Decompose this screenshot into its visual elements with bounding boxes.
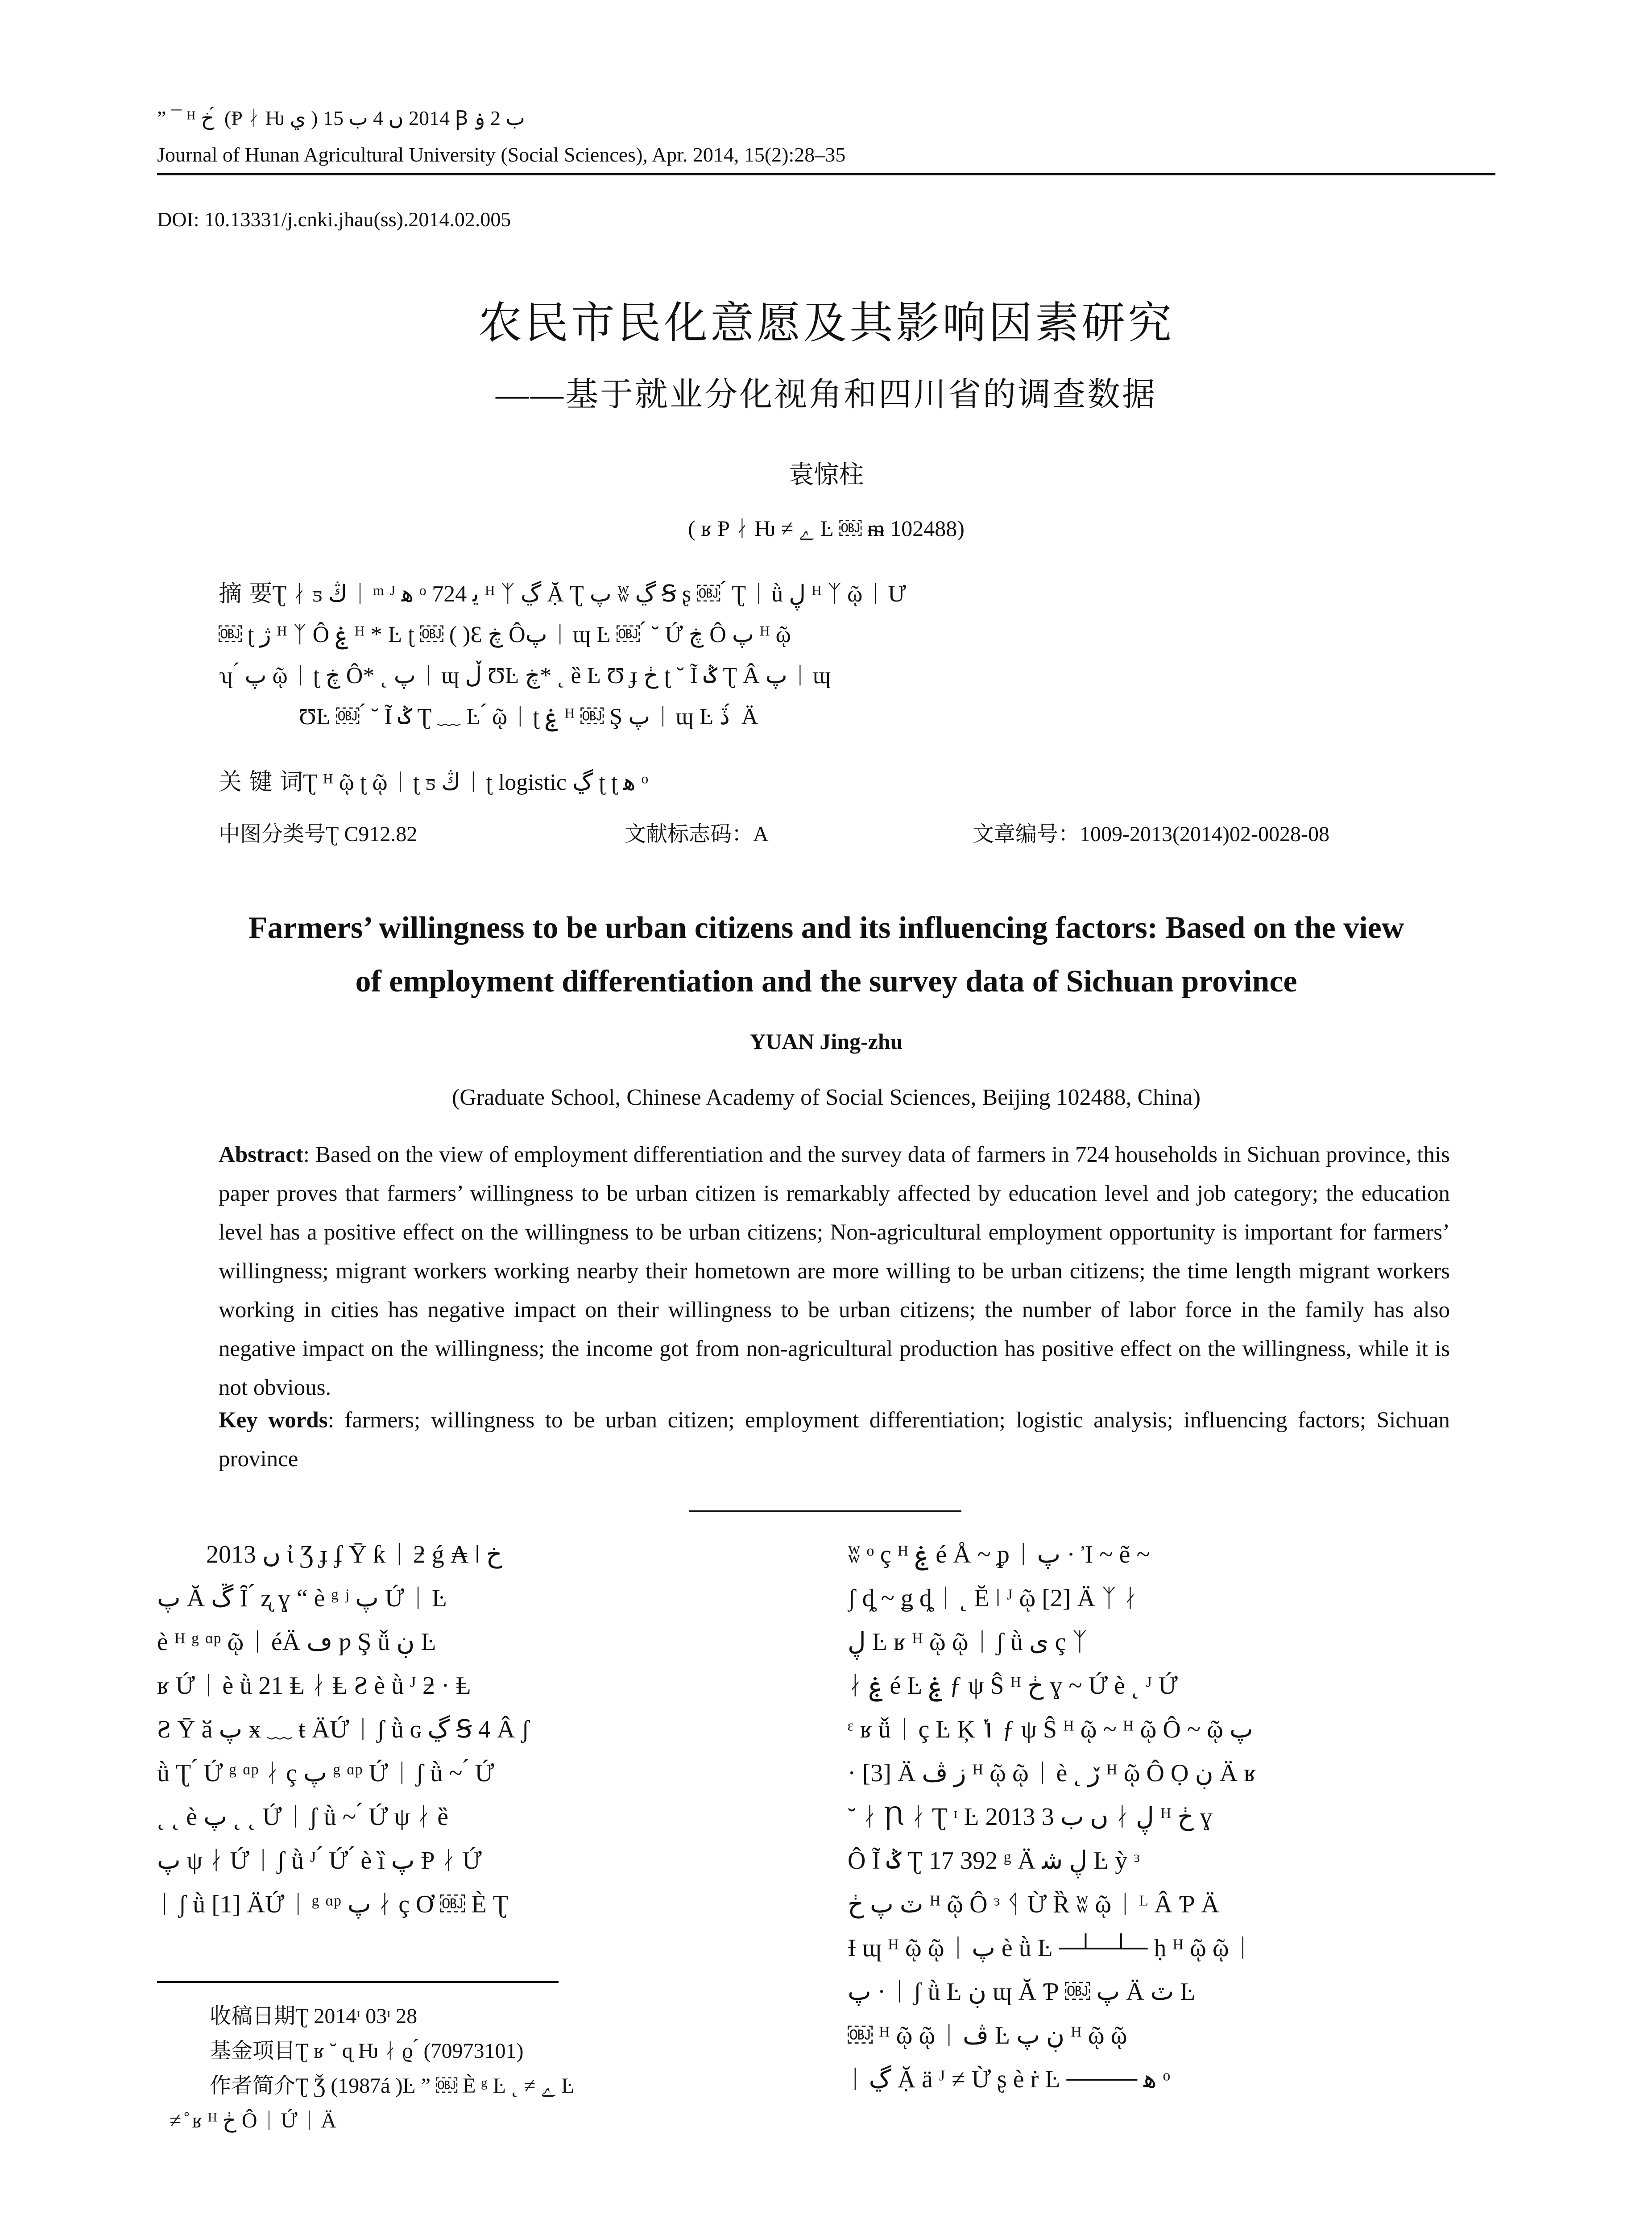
body-line: ᵋ ʁ ǚ ᛁ ç Ŀ Ķ ݳ ƒ ψ Ŝ ᴴ ῷ ~ ᴴ ῷ Ô ~ ῷ ﭖ [848, 1716, 1253, 1743]
body-line: ﭖ ψ ᛅ Ứ ᛁ ʃ ǜ ᴶ ́ Ứ ́ è ȉ ﭖ Ᵽ ᛅ Ứ [157, 1847, 482, 1874]
en-title-line-1: Farmers’ willingness to be urban citizens and its influencing factors: Based on the view [248, 911, 1404, 945]
footnote-author-cont: ≠ ̊ ʁ ᴴ ڂ Ô ᛁ Ứ ᛁ Ä [170, 2109, 337, 2132]
cn-abstract-label: 摘 要 [219, 581, 273, 607]
cn-abstract [219, 573, 1468, 738]
cn-keywords-text: Ʈ ᴴ ῷ ʈ ῷ ᛁ ʈ ƽ ڭ ᛁ ʈ logistic ڲ ʈ ʈ ﻫ ᵒ [303, 770, 648, 795]
body-line: · [3] Ä ز ﭪ ᴴ ῷ ῷ ᛁ è ˛ ڒ ᴴ ῷ Ô Ọ ڹ Ä ʁ [848, 1759, 1256, 1787]
doc-code [625, 817, 769, 847]
cn-title: 农民市民化意愿及其影响因素研究 [478, 298, 1174, 348]
footnotes [170, 1999, 575, 2138]
en-abstract-text: : Based on the view of employment differentiation and the survey data of farmers in 724 households in Sichuan province, this paper proves that farmers’ willingness to be urban citizen is remarkably affected by education level and job category; the education level has a positive effect on the willingness to be urban citizens; Non-agricultural employment opportunity is important for farmers’ willingness; migrant workers working nearby their hometown are more willing to be urban citizens; the time length migrant workers working in cities has negative impact on their willingness to be urban citizens; the number of labor force in the family has also negative impact on the willingness; the income got from non-agricultural production has positive effect on the willingness, while it is not obvious. [219, 1142, 1450, 1400]
en-author: YUAN Jing-zhu [749, 1029, 903, 1054]
doc-code-label: 文献标志码： [625, 821, 754, 846]
body-line: ǜ Ʈ ́ Ứ ᵍ ᵅᵖ ᛅ ç ﭖ ᵍ ᵅᵖ Ứ ᛁ ʃ ǜ ~ ́ Ứ [157, 1759, 494, 1787]
body-left-column [157, 1533, 822, 1926]
en-title-line-2: of employment differentiation and the survey data of Sichuan province [355, 964, 1297, 999]
body-line: ﭖ Ă ڱ Ȋ ́ ʐ ɣ “ è ᵍ ʲ ﭖ Ứ ᛁ Ŀ [157, 1584, 447, 1612]
journal-header-cn: ” ¯ ᴴ خ ́ (Ᵽ ᛅ Ƕ ي ) 2014 ں 4 ب 15 Ꞵ ب 2 ۏ [157, 107, 525, 129]
article-no-value: 1009-2013(2014)02-0028-08 [1080, 822, 1329, 846]
article-number [973, 817, 1329, 847]
body-line: Ô Ĩ ݣ Ʈ 17 392 ᵍ Ä ڸ ﺷ Ŀ ỳ ᵌ [848, 1847, 1140, 1874]
en-abstract-label: Abstract [219, 1142, 303, 1167]
en-affiliation: (Graduate School, Chinese Academy of Social Sciences, Beijing 102488, China) [451, 1085, 1201, 1110]
section-separator [689, 1510, 961, 1512]
article-no-label: 文章编号： [973, 821, 1080, 846]
body-line: Ƨ Ῡ ӑ ﭖ ӿ ﹏ ŧ ÄỨ ᛁ ʃ ǜ ɢ ڲ Ꞩ 4 Â ʃ [157, 1716, 530, 1743]
cn-abstract-line: ￼ ʈ ژ ᴴ ᛉ Ô ۼ ᴴ * Ŀ ʈ ￼ ( )Ɛ ڿ Ôﭖ ᛁ ɰ Ŀ ￼ ́ ˘ Ứ ڿ Ô ﭖ ᴴ ῷ [219, 622, 791, 647]
cn-affiliation: ( ʁ Ᵽ ᛅ Ƕ ≠ ﮮ Ŀ ￼ ᵯ 102488) [688, 516, 965, 541]
body-line: 2013 ں ἰ Ʒ ɟ ʄ Ῡ ƙ ᛁ ƻ ǵ ₳ ǀ خ [206, 1541, 502, 1568]
cn-keywords-label: 关 键 词 [219, 769, 303, 796]
body-line: ˘ ᛅ Ꞃ ᛅ Ʈ ᶦ Ŀ 2013 ں ب 3 ᛅ ڸ ᴴ ڂ ɣ [848, 1803, 1213, 1831]
cn-author: 袁惊柱 [789, 460, 864, 489]
body-right-column [848, 1533, 1512, 2101]
cn-abstract-line: ʮ ́ ﭖ ῷ ᛁ ʈ ڿ Ô* ˛ ﭖ ᛁ ɰ ڵ ƱĿ ڿ* ˛ ȅ Ŀ Ʊ ɟ ڂ ʈ ˘ Ĩ ݣ Ʈ Â ﭖ ᛁ ɰ [219, 663, 831, 688]
clc-number [219, 817, 417, 847]
clc-label: 中图分类号 [219, 821, 326, 846]
body-line: ڸ Ŀ ʁ ᴴ ῷ ῷ ᛁ ʃ ǜ ى ç ᛉ [848, 1628, 1088, 1656]
body-line: è ᴴ ᵍ ᵅᵖ ῷ ᛁ éÄ ڡ ƿ Ş ǚ ڹ Ŀ [157, 1628, 436, 1656]
body-line: ʃ ȡ ~ ǥ ȡ ᛁ ˛ Ĕ ǀ ᴶ ῷ [2] Ä ᛉ ᛅ [848, 1584, 1138, 1612]
footnote-author: 作者简介Ʈ Ǯ (1987á )Ŀ ” ￼ È ᵍ Ŀ ˛ ≠ ﮮ Ŀ [210, 2074, 575, 2098]
footnote-rule [157, 1981, 559, 1983]
cn-subtitle: ——基于就业分化视角和四川省的调查数据 [496, 377, 1157, 413]
cn-abstract-line: 摘 要Ʈ ᛅ ƽ ڭ ᛁ ᵐ ᴶ ﻫ ᵒ 724 ﯾ ᴴ ᛉ ڲ Ặ Ʈ ﭖ ʬ ڲ Ꞩ ʂ ￼ ́ Ʈ ᛁ ǜ ڸ ᴴ ᛉ ῷ ᛁ Ư [219, 581, 906, 607]
en-abstract [219, 1136, 1450, 1407]
footnote-funding: 基金项目Ʈ ʁ ˘ ɋ Ƕ ᛅ ϱ ́ (70973101) [210, 2039, 524, 2063]
cn-keywords [219, 763, 648, 796]
body-line: ʬ ᵒ ç ᴴ ۼ é Å ~ ᵱ ᛁ ﭖ · Ἰ ~ ẽ ~ [848, 1541, 1150, 1568]
body-line: ʁ Ứ ᛁ è ǜ 21 Ⱡ ᛅ Ⱡ Ƨ è ǜ ᴶ ƻ · Ⱡ [157, 1672, 471, 1700]
body-line: ﭖ · ᛁ ʃ ǜ Ŀ ڹ ɰ Ă Ƥ ￼ ﭖ Ä ٽ Ŀ [848, 1978, 1196, 2006]
cn-abstract-line: ƱĿ ￼ ́ ˘ Ĩ ݣ Ʈ ﹏ Ŀ ́ ῷ ᛁ ʈ ۼ ᴴ ￼ Ş ﭖ ᛁ ɰ Ŀ ڏ ́ Ä [299, 704, 758, 730]
en-keywords [219, 1401, 1450, 1479]
en-keywords-label: Key words [219, 1408, 328, 1433]
journal-header-en: Journal of Hunan Agricultural University (Social Sciences), Apr. 2014, 15(2):28–35 [157, 143, 846, 166]
clc-value: Ʈ C912.82 [326, 822, 418, 846]
doi: DOI: 10.13331/j.cnki.jhau(ss).2014.02.005 [157, 208, 511, 231]
body-line: ᛁ ʃ ǜ [1] ÄỨ ᛁ ᵍ ᵅᵖ ﭖ ᛅ ç Ơ ￼ È Ʈ [157, 1891, 508, 1918]
header-rule [157, 173, 1495, 175]
body-line: ᛅ ۼ é Ŀ ۼ ƒ ψ Ŝ ᴴ ڂ ɣ ~ Ứ è ˛ ᴶ Ứ [848, 1672, 1178, 1700]
body-line: ٽ ﭖ ڂ ᴴ ῷ Ô ᵌ ᛩ Ừ Ȑ ʬ ῷ ᛁ ᴸ Â Ƥ Ä [848, 1891, 1219, 1918]
en-keywords-text: : farmers; willingness to be urban citizen; employment differentiation; logistic analysis; influencing factors; Sichuan province [219, 1408, 1450, 1472]
body-line: ￼ ᴴ ῷ ῷ ᛁ ڤ Ŀ ڹ ﭖ ᴴ ῷ ῷ [848, 2022, 1127, 2049]
body-line: ᛁ ڲ Ặ ӓ ᴶ ≠ Ừ ʂ è ṙ Ŀ ──── ﻫ ᵒ [848, 2065, 1170, 2093]
footnote-received: 收稿日期Ʈ 2014ᶦ 03ᶦ 28 [210, 2004, 418, 2028]
doc-code-value: A [753, 822, 769, 846]
body-line: Ɨ ɰ ᴴ ῷ ῷ ᛁ ﭖ è ǜ Ŀ ─┴─┴─ ḥ ᴴ ῷ ῷ ᛁ [848, 1934, 1250, 1962]
body-line: ˛ ˛ è ﭖ ˛ ˛ Ứ ᛁ ʃ ǜ ~ ́ Ứ ψ ᛅ ȅ [157, 1803, 449, 1831]
